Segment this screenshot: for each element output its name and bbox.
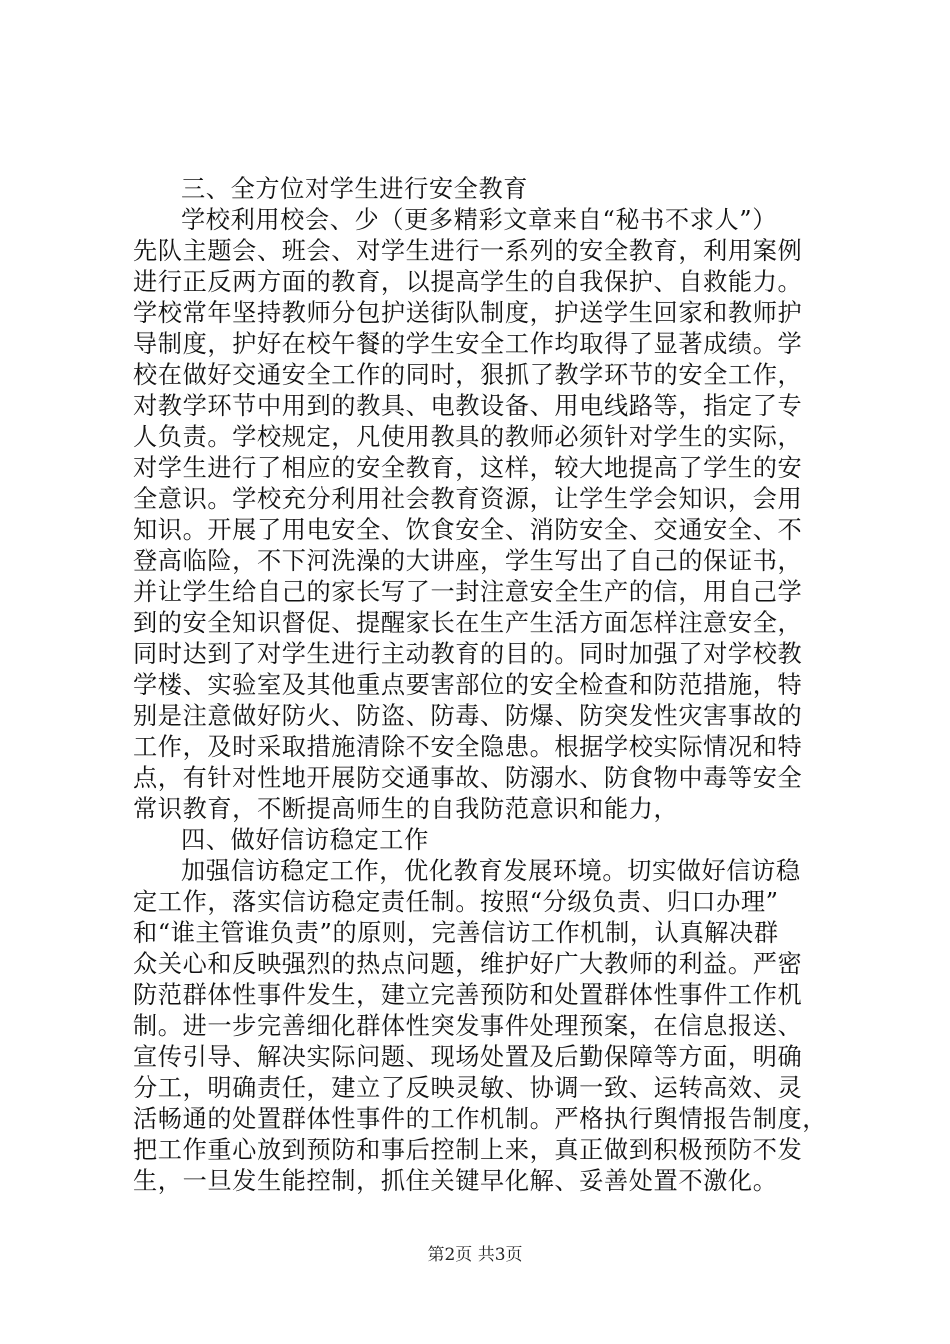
section-heading-3: 三、全方位对学生进行安全教育 [181,175,529,203]
text-line: 对教学环节中用到的教具、电教设备、用电线路等，指定了专 [133,392,803,420]
text-line: 先队主题会、班会、对学生进行一系列的安全教育，利用案例 [133,237,803,265]
text-line: 同时达到了对学生进行主动教育的目的。同时加强了对学校教 [133,640,803,668]
text-line: 别是注意做好防火、防盗、防毒、防爆、防突发性灾害事故的 [133,702,803,730]
text-line: 导制度，护好在校午餐的学生安全工作均取得了显著成绩。学 [133,330,803,358]
text-line: 点，有针对性地开展防交通事故、防溺水、防食物中毒等安全 [133,764,803,792]
text-line: 生，一旦发生能控制，抓住关键早化解、妥善处置不激化。 [133,1167,778,1195]
text-line: 分工，明确责任，建立了反映灵敏、协调一致、运转高效、灵 [133,1074,803,1102]
text-line: 知识。开展了用电安全、饮食安全、消防安全、交通安全、不 [133,516,803,544]
text-line: 制。进一步完善细化群体性突发事件处理预案，在信息报送、 [133,1012,803,1040]
text-line: 众关心和反映强烈的热点问题，维护好广大教师的利益。严密 [133,950,803,978]
text-line: 对学生进行了相应的安全教育，这样，较大地提高了学生的安 [133,454,803,482]
text-line: 宣传引导、解决实际问题、现场处置及后勤保障等方面，明确 [133,1043,803,1071]
text-line: 进行正反两方面的教育，以提高学生的自我保护、自救能力。 [133,268,803,296]
text-line: 学楼、实验室及其他重点要害部位的安全检查和防范措施，特 [133,671,803,699]
section-heading-4: 四、做好信访稳定工作 [181,826,429,854]
text-line: 人负责。学校规定，凡使用教具的教师必须针对学生的实际， [133,423,803,451]
text-line: 和“谁主管谁负责”的原则，完善信访工作机制，认真解决群 [133,919,779,947]
text-line: 学校利用校会、少（更多精彩文章来自“秘书不求人”） [181,206,778,234]
text-line: 学校常年坚持教师分包护送街队制度，护送学生回家和教师护 [133,299,803,327]
text-line: 把工作重心放到预防和事后控制上来，真正做到积极预防不发 [133,1136,803,1164]
text-line: 校在做好交通安全工作的同时，狠抓了教学环节的安全工作， [133,361,803,389]
text-line: 并让学生给自己的家长写了一封注意安全生产的信，用自己学 [133,578,803,606]
text-line: 活畅通的处置群体性事件的工作机制。严格执行舆情报告制度， [133,1105,828,1133]
text-line: 全意识。学校充分利用社会教育资源，让学生学会知识，会用 [133,485,803,513]
text-line: 防范群体性事件发生，建立完善预防和处置群体性事件工作机 [133,981,803,1009]
text-line: 登高临险，不下河洗澡的大讲座，学生写出了自己的保证书， [133,547,803,575]
text-line: 加强信访稳定工作，优化教育发展环境。切实做好信访稳 [181,857,801,885]
text-line: 定工作，落实信访稳定责任制。按照“分级负责、归口办理” [133,888,779,916]
text-line: 工作，及时采取措施清除不安全隐患。根据学校实际情况和特 [133,733,803,761]
text-line: 常识教育，不断提高师生的自我防范意识和能力， [133,795,679,823]
text-line: 到的安全知识督促、提醒家长在生产生活方面怎样注意安全， [133,609,803,637]
page-number-footer: 第2页 共3页 [427,1245,523,1265]
